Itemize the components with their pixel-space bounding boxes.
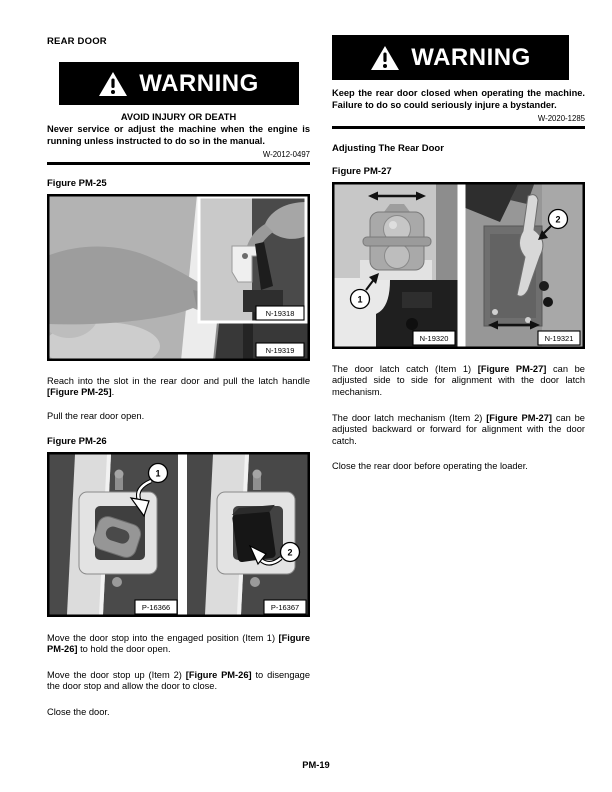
figure-pm27-photo	[332, 182, 585, 349]
figure-reference: [Figure PM-27]	[477, 363, 547, 374]
para-latch-catch	[332, 364, 585, 399]
warning-block-bystander	[332, 35, 585, 129]
para-text: can be adjusted side to side for alignment with the door latch mechanism.	[332, 363, 585, 397]
callout-1-badge	[149, 463, 168, 482]
warning-triangle-icon	[370, 45, 400, 71]
svg-text:N-19320: N-19320	[419, 333, 449, 343]
warning-banner	[59, 62, 299, 105]
para-close-door: Close the door.	[47, 706, 110, 717]
photo-id-badge-n19318	[256, 306, 304, 320]
section-heading-adjusting: Adjusting The Rear Door	[332, 142, 444, 154]
para-close-rear-door: Close the rear door before operating the loader.	[332, 461, 528, 472]
para-text: can be adjusted backward or forward for alignment with the door catch.	[332, 412, 585, 446]
para-text: The door latch catch (Item 1)	[332, 363, 478, 374]
warning-block-service	[47, 62, 310, 165]
svg-text:N-19318: N-19318	[265, 308, 295, 318]
warning-rule	[47, 162, 310, 165]
warning-heading: AVOID INJURY OR DEATH	[120, 112, 237, 122]
para-engage-stop	[47, 633, 310, 656]
para-text: Move the door stop up (Item 2)	[47, 669, 186, 680]
figure-label-pm25: Figure PM-25	[47, 177, 107, 189]
para-reach-latch	[47, 376, 310, 399]
warning-code: W-2020-1285	[537, 114, 585, 123]
svg-text:1: 1	[357, 294, 363, 305]
callout-1-badge	[351, 289, 370, 308]
svg-text:2: 2	[555, 214, 561, 225]
svg-text:N-19321: N-19321	[544, 333, 574, 343]
callout-2-badge	[549, 209, 568, 228]
photo-id-badge-p16367	[264, 600, 306, 614]
figure-pm25-photo	[47, 194, 310, 361]
para-text: Move the door stop into the engaged position (Item 1)	[47, 632, 279, 643]
figure-label-pm26: Figure PM-26	[47, 435, 107, 447]
photo-id-badge-n19321	[538, 331, 580, 345]
figure-reference: [Figure PM-26]	[47, 632, 310, 655]
warning-banner	[332, 35, 569, 80]
warning-body: Never service or adjust the machine when the engine is running unless instructed to do so in the manual.	[47, 124, 310, 146]
figure-reference: [Figure PM-25]	[47, 387, 112, 398]
page-number: PM-19	[302, 760, 330, 770]
para-disengage-stop	[47, 670, 310, 693]
para-text: to disengage the door stop and allow the door to close.	[47, 669, 310, 692]
photo-id-badge-n19320	[413, 331, 455, 345]
para-pull-open: Pull the rear door open.	[47, 410, 145, 421]
figure-reference: [Figure PM-27]	[486, 412, 552, 423]
warning-rule	[332, 126, 585, 129]
warning-word: WARNING	[411, 43, 531, 71]
para-text: .	[111, 387, 115, 398]
svg-text:P-16367: P-16367	[270, 602, 300, 612]
para-text: to hold the door open.	[77, 644, 171, 655]
page-title: REAR DOOR	[47, 36, 107, 47]
callout-2-badge	[281, 542, 300, 561]
figure-label-pm27: Figure PM-27	[332, 165, 392, 177]
para-text: The door latch mechanism (Item 2)	[332, 412, 487, 423]
svg-text:2: 2	[287, 546, 293, 557]
svg-text:1: 1	[155, 467, 161, 478]
photo-id-badge-n19319	[256, 343, 304, 357]
door-latch-catch-shape	[363, 204, 431, 270]
left-column	[47, 36, 310, 719]
figure-pm26-photo	[47, 452, 310, 617]
svg-text:P-16366: P-16366	[141, 602, 171, 612]
right-column	[332, 35, 585, 473]
svg-text:N-19319: N-19319	[265, 345, 295, 355]
warning-word: WARNING	[139, 69, 259, 97]
figure-reference: [Figure PM-26]	[185, 669, 252, 680]
warning-triangle-icon	[98, 71, 128, 97]
photo-id-badge-p16366	[135, 600, 177, 614]
para-text: Reach into the slot in the rear door and pull the latch handle	[47, 375, 310, 386]
warning-body: Keep the rear door closed when operating the machine. Failure to do so could seriously injure a bystander.	[332, 88, 585, 110]
para-latch-mechanism	[332, 413, 585, 448]
warning-code: W-2012-0497	[262, 150, 310, 159]
